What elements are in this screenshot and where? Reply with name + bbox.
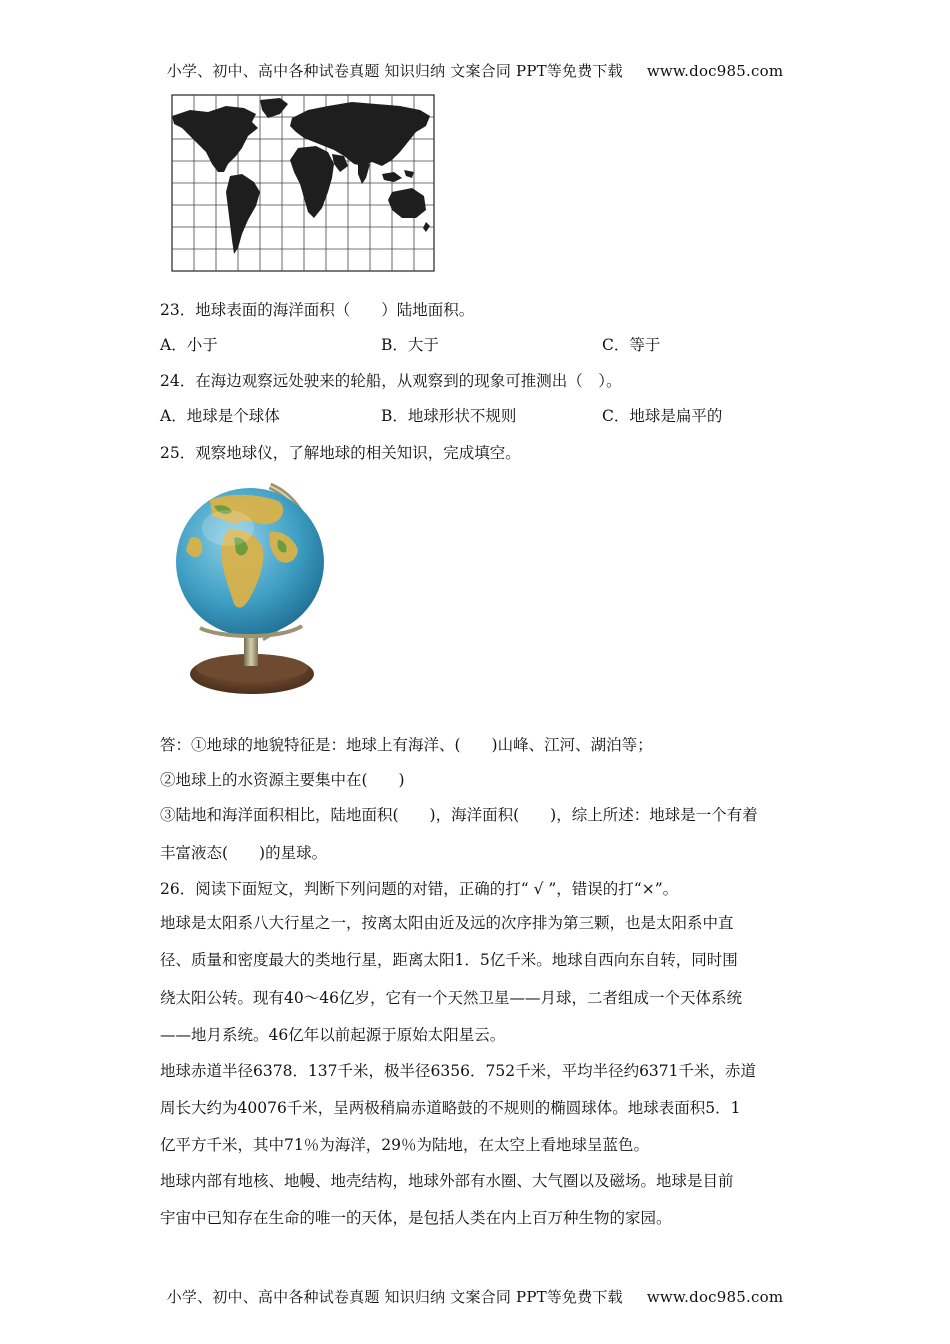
q23-option-c[interactable]: C．等于	[602, 336, 661, 354]
footer-text: 小学、初中、高中各种试卷真题 知识归纳 文案合同 PPT等免费下载	[166, 1288, 623, 1306]
q26-passage-line: 地球内部有地核、地幔、地壳结构，地球外部有水圈、大气圈以及磁场。地球是目前	[160, 1172, 734, 1190]
q23-options	[160, 335, 800, 355]
page-header	[0, 60, 950, 81]
q23-stem: 23．地球表面的海洋面积（ ）陆地面积。	[160, 301, 475, 319]
page-footer	[0, 1286, 950, 1307]
q26-stem: 26．阅读下面短文，判断下列问题的对错，正确的打“ √ ”，错误的打“×”。	[160, 880, 679, 898]
q26-passage-line: 地球赤道半径6378．137千米，极半径6356．752千米，平均半径约6371千米，赤道	[160, 1062, 757, 1080]
footer-site: www.doc985.com	[646, 1288, 784, 1306]
q26-passage-line: 地球是太阳系八大行星之一，按离太阳由近及远的次序排为第三颗，也是太阳系中直	[160, 914, 734, 932]
q23-option-b[interactable]: B．大于	[381, 336, 439, 354]
header-text: 小学、初中、高中各种试卷真题 知识归纳 文案合同 PPT等免费下载	[166, 62, 623, 80]
q26-passage-line: 径、质量和密度最大的类地行星，距离太阳1．5亿千米。地球自西向东自转，同时围	[160, 951, 738, 969]
q25-answer-3: ③陆地和海洋面积相比，陆地面积( )，海洋面积( )，综上所述：地球是一个有着	[160, 806, 758, 824]
q25-answer-2: ②地球上的水资源主要集中在( )	[160, 771, 405, 789]
q25-stem: 25．观察地球仪，了解地球的相关知识，完成填空。	[160, 444, 521, 462]
q25-answer-4: 丰富液态( )的星球。	[160, 844, 328, 862]
q26-passage-line: ——地月系统。46亿年以前起源于原始太阳星云。	[160, 1026, 506, 1044]
world-map-icon	[168, 92, 436, 275]
q24-stem: 24．在海边观察远处驶来的轮船，从观察到的现象可推测出（ ）。	[160, 372, 622, 390]
q26-passage-line: 亿平方千米，其中71％为海洋，29％为陆地，在太空上看地球呈蓝色。	[160, 1136, 649, 1154]
q23-option-a[interactable]: A．小于	[160, 336, 218, 354]
globe-icon	[170, 478, 340, 698]
q24-option-c[interactable]: C．地球是扁平的	[602, 407, 723, 425]
q26-passage-line: 绕太阳公转。现有40～46亿岁，它有一个天然卫星——月球，二者组成一个天体系统	[160, 989, 742, 1007]
q24-options	[160, 406, 800, 426]
q25-answer-1: 答：①地球的地貌特征是：地球上有海洋、( )山峰、江河、湖泊等；	[160, 736, 653, 754]
q24-option-b[interactable]: B．地球形状不规则	[381, 407, 517, 425]
q26-passage-line: 宇宙中已知存在生命的唯一的天体，是包括人类在内上百万种生物的家园。	[160, 1209, 672, 1227]
header-site: www.doc985.com	[646, 62, 784, 80]
q26-passage-line: 周长大约为40076千米，呈两极稍扁赤道略鼓的不规则的椭圆球体。地球表面积5．1	[160, 1099, 741, 1117]
q24-option-a[interactable]: A．地球是个球体	[160, 407, 280, 425]
